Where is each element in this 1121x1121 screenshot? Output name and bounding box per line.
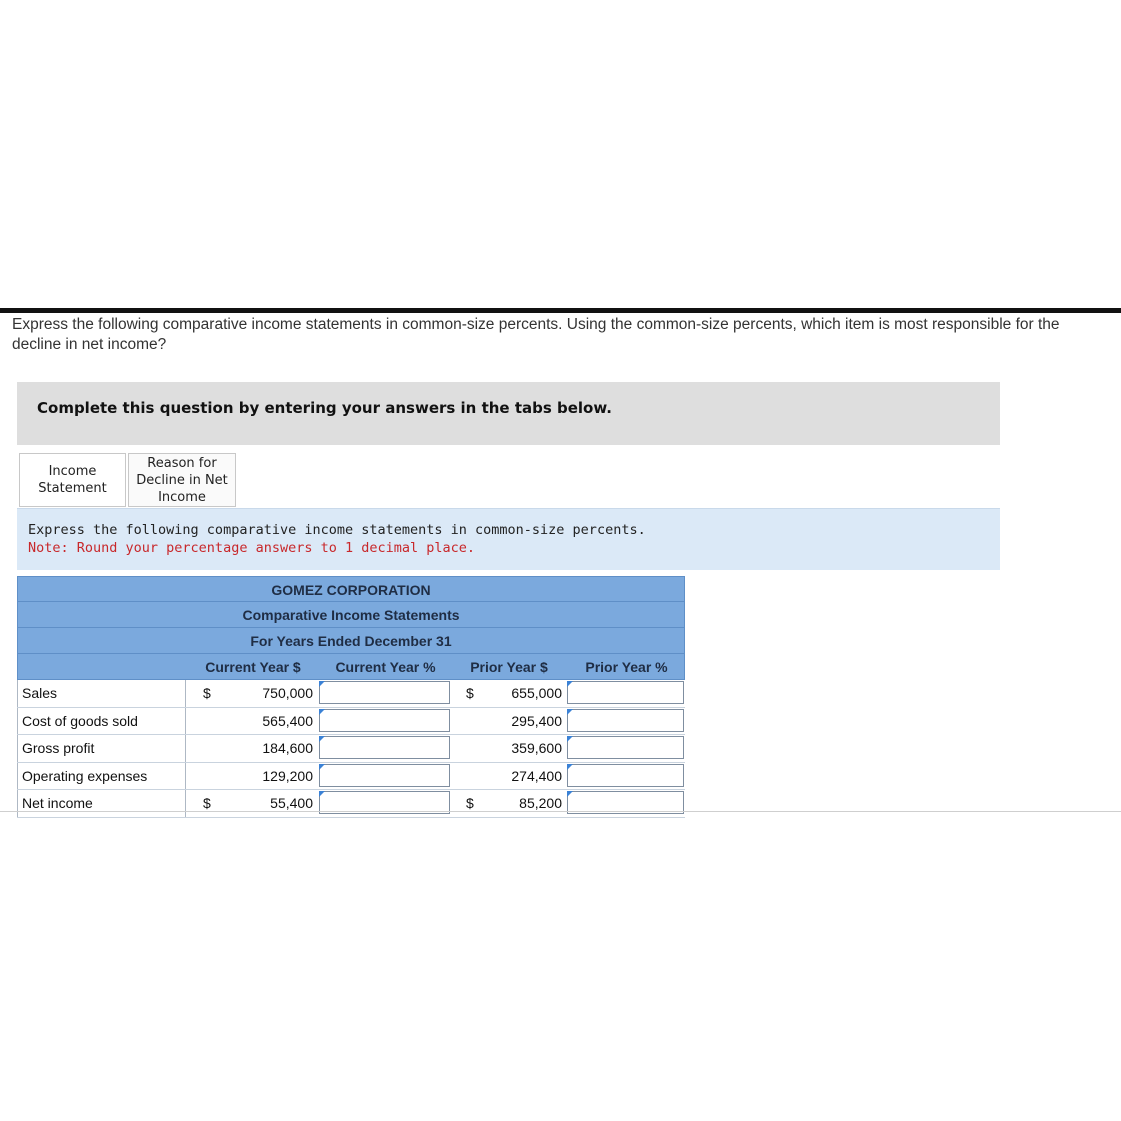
statement-title: Comparative Income Statements bbox=[17, 602, 685, 628]
row-label: Net income bbox=[17, 790, 185, 817]
note-panel bbox=[17, 508, 1000, 570]
current-year-percent-input[interactable] bbox=[319, 709, 450, 732]
col-current-year-dollars: Current Year $ bbox=[205, 659, 301, 675]
col-prior-year-percent: Prior Year % bbox=[585, 659, 668, 675]
column-header-row bbox=[17, 654, 685, 680]
current-year-percent-input[interactable] bbox=[319, 681, 450, 704]
prior-year-amount: 655,000 bbox=[511, 685, 562, 701]
table-row-operating-expenses bbox=[17, 763, 685, 791]
tab-income-statement[interactable] bbox=[19, 453, 126, 507]
current-year-amount: 129,200 bbox=[262, 767, 313, 784]
current-year-percent-input[interactable] bbox=[319, 736, 450, 759]
current-year-amount: 565,400 bbox=[262, 712, 313, 729]
row-label: Sales bbox=[17, 680, 185, 707]
note-instruction: Express the following comparative income statements in common-size percents. bbox=[28, 522, 646, 538]
statement-period: For Years Ended December 31 bbox=[17, 628, 685, 654]
currency-symbol: $ bbox=[203, 795, 211, 811]
prior-year-amount: 274,400 bbox=[511, 767, 562, 784]
col-current-year-percent: Current Year % bbox=[335, 659, 436, 675]
prior-year-percent-input[interactable] bbox=[567, 709, 684, 732]
current-year-amount: 750,000 bbox=[262, 685, 313, 701]
currency-symbol: $ bbox=[203, 685, 211, 701]
current-year-amount: 184,600 bbox=[262, 740, 313, 756]
tab-income-statement-label: Income Statement bbox=[38, 464, 107, 496]
row-label: Cost of goods sold bbox=[17, 708, 185, 735]
currency-symbol: $ bbox=[466, 685, 474, 701]
row-label: Operating expenses bbox=[17, 763, 185, 790]
note-rounding: Note: Round your percentage answers to 1 decimal place. bbox=[28, 540, 476, 556]
prior-year-amount: 85,200 bbox=[519, 795, 562, 811]
question-text: Express the following comparative income statements in common-size percents. Using the common-size percents, which item is most responsible for the decline in net income? bbox=[12, 316, 1060, 353]
col-prior-year-dollars: Prior Year $ bbox=[470, 659, 548, 675]
tab-reason-for-decline-label: Reason for Decline in Net Income bbox=[136, 455, 228, 505]
currency-symbol: $ bbox=[466, 795, 474, 811]
prior-year-percent-input[interactable] bbox=[567, 736, 684, 759]
table-row-net-income bbox=[17, 790, 685, 818]
bottom-divider bbox=[0, 811, 1121, 812]
top-divider bbox=[0, 308, 1121, 313]
prior-year-amount: 295,400 bbox=[511, 712, 562, 729]
table-row-gross-profit bbox=[17, 735, 685, 763]
instruction-banner bbox=[17, 382, 1000, 445]
prior-year-percent-input[interactable] bbox=[567, 764, 684, 787]
income-statement-table bbox=[17, 576, 685, 818]
table-row-sales bbox=[17, 680, 685, 708]
table-row-cost-of-goods-sold bbox=[17, 708, 685, 736]
current-year-percent-input[interactable] bbox=[319, 764, 450, 787]
company-name: GOMEZ CORPORATION bbox=[17, 576, 685, 602]
prior-year-percent-input[interactable] bbox=[567, 681, 684, 704]
tab-reason-for-decline[interactable] bbox=[128, 453, 236, 507]
instruction-text: Complete this question by entering your answers in the tabs below. bbox=[37, 399, 612, 417]
prior-year-amount: 359,600 bbox=[511, 740, 562, 756]
row-label: Gross profit bbox=[17, 735, 185, 762]
current-year-amount: 55,400 bbox=[270, 795, 313, 811]
